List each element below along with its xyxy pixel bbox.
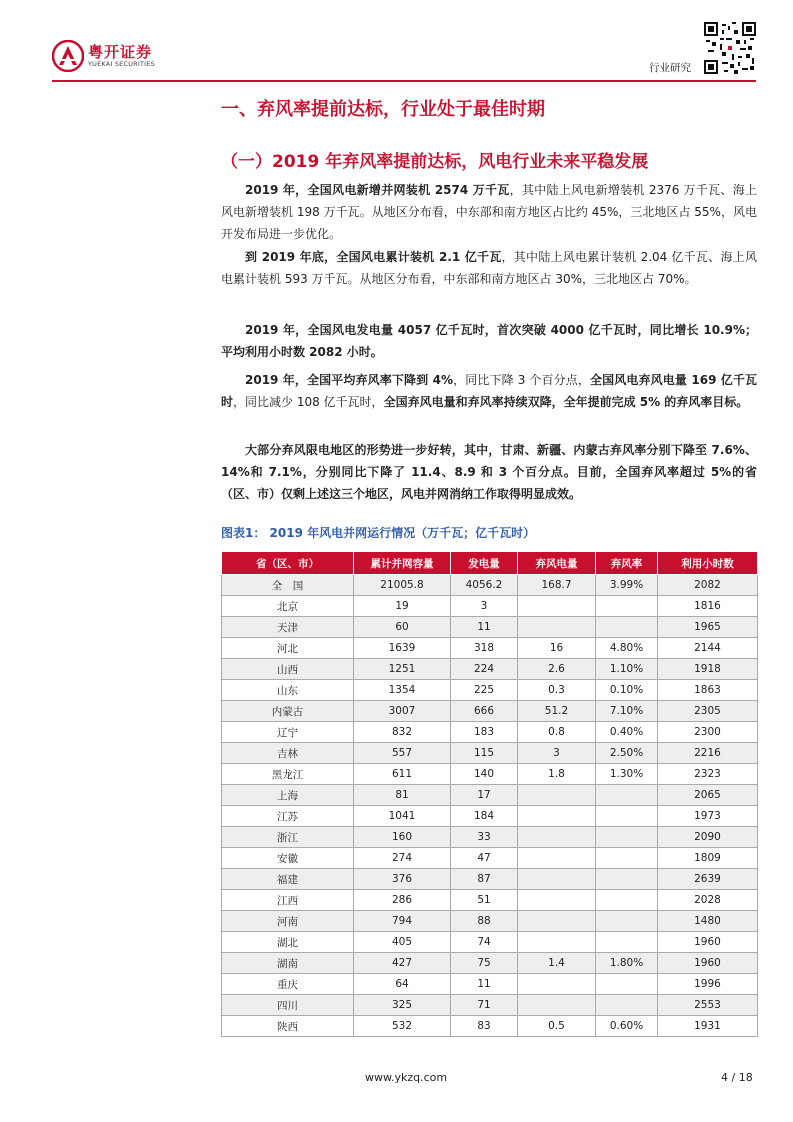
column-header-capacity: 累计并网容量 <box>354 552 451 575</box>
paragraph-cumulative-capacity <box>221 246 757 290</box>
cell-province: 天津 <box>222 617 354 638</box>
cell-curtailed-energy <box>518 974 596 995</box>
paragraph-bold-text: 大部分弃风限电地区的形势进一步好转，其中，甘肃、新疆、内蒙古弃风率分别下降至 7.6%、14%和 7.1%，分别同比下降了 11.4、8.9 和 3 个百分点。目前，全国弃风率超过 5%的省（区、市）仅剩上述这三个地区，风电并网消纳工作取得明显成效。 <box>221 443 757 501</box>
cell-curtailed-energy: 3 <box>518 743 596 764</box>
cell-curtailment-rate: 2.50% <box>596 743 658 764</box>
cell-generation: 666 <box>451 701 518 722</box>
paragraph-bold-text: 2019 年，全国风电新增并网装机 2574 万千瓦 <box>245 183 510 197</box>
table-row <box>222 638 758 659</box>
cell-generation: 11 <box>451 974 518 995</box>
cell-curtailment-rate <box>596 827 658 848</box>
table-row <box>222 848 758 869</box>
cell-utilization-hours: 2082 <box>658 575 758 596</box>
cell-curtailment-rate <box>596 974 658 995</box>
cell-generation: 47 <box>451 848 518 869</box>
cell-utilization-hours: 2216 <box>658 743 758 764</box>
cell-capacity: 81 <box>354 785 451 806</box>
company-logo <box>52 40 172 72</box>
paragraph-bold-text: 到 2019 年底，全国风电累计装机 2.1 亿千瓦 <box>245 250 502 264</box>
table-row <box>222 680 758 701</box>
cell-curtailed-energy: 1.8 <box>518 764 596 785</box>
table-header-row <box>222 552 758 575</box>
cell-capacity: 611 <box>354 764 451 785</box>
cell-province: 江苏 <box>222 806 354 827</box>
cell-curtailed-energy <box>518 806 596 827</box>
cell-curtailment-rate <box>596 995 658 1016</box>
cell-generation: 51 <box>451 890 518 911</box>
table-row <box>222 785 758 806</box>
cell-utilization-hours: 2065 <box>658 785 758 806</box>
report-category: 行业研究 <box>649 62 691 74</box>
wind-power-table <box>221 551 758 1037</box>
qr-code-icon <box>704 22 756 74</box>
cell-curtailed-energy <box>518 932 596 953</box>
table-row <box>222 1016 758 1037</box>
cell-utilization-hours: 2639 <box>658 869 758 890</box>
cell-curtailment-rate <box>596 806 658 827</box>
cell-curtailment-rate <box>596 848 658 869</box>
cell-curtailment-rate: 0.60% <box>596 1016 658 1037</box>
cell-capacity: 64 <box>354 974 451 995</box>
paragraph-regional-improvement <box>221 439 757 505</box>
cell-capacity: 1041 <box>354 806 451 827</box>
cell-province: 辽宁 <box>222 722 354 743</box>
table-row <box>222 890 758 911</box>
table-row <box>222 659 758 680</box>
cell-curtailed-energy: 2.6 <box>518 659 596 680</box>
paragraph-text: ，其中陆上风电新增装机 2376 万千瓦、海上风电新增装机 198 万千瓦。从地区分布看，中东部和南方地区占比约 45%，三北地区占 55%，风电开发布局进一步优化。 <box>221 183 757 241</box>
logo-text-cn: 粤开证券 <box>88 43 153 61</box>
cell-curtailed-energy: 0.5 <box>518 1016 596 1037</box>
column-header-curtailment-rate: 弃风率 <box>596 552 658 575</box>
cell-curtailment-rate: 4.80% <box>596 638 658 659</box>
cell-generation: 88 <box>451 911 518 932</box>
cell-utilization-hours: 1809 <box>658 848 758 869</box>
section-heading: 一、弃风率提前达标，行业处于最佳时期 <box>221 99 545 120</box>
cell-capacity: 3007 <box>354 701 451 722</box>
cell-province: 安徽 <box>222 848 354 869</box>
table-row <box>222 701 758 722</box>
cell-capacity: 376 <box>354 869 451 890</box>
cell-generation: 115 <box>451 743 518 764</box>
cell-capacity: 21005.8 <box>354 575 451 596</box>
cell-generation: 3 <box>451 596 518 617</box>
table-row <box>222 911 758 932</box>
cell-generation: 11 <box>451 617 518 638</box>
cell-utilization-hours: 1863 <box>658 680 758 701</box>
cell-generation: 75 <box>451 953 518 974</box>
paragraph-curtailment-rate <box>221 369 757 413</box>
cell-curtailed-energy <box>518 617 596 638</box>
cell-curtailed-energy: 0.8 <box>518 722 596 743</box>
cell-province: 黑龙江 <box>222 764 354 785</box>
paragraph-bold-text: 全国风电弃风电量 169 亿千瓦时 <box>221 373 758 409</box>
cell-utilization-hours: 1996 <box>658 974 758 995</box>
paragraph-bold-text: 2019 年，全国平均弃风率下降到 4% <box>245 373 453 387</box>
cell-capacity: 557 <box>354 743 451 764</box>
column-header-utilization-hours: 利用小时数 <box>658 552 758 575</box>
cell-utilization-hours: 2144 <box>658 638 758 659</box>
paragraph-generation <box>221 319 757 363</box>
cell-province: 浙江 <box>222 827 354 848</box>
yuekai-logo-icon <box>52 40 84 72</box>
cell-generation: 4056.2 <box>451 575 518 596</box>
cell-curtailed-energy <box>518 848 596 869</box>
cell-curtailment-rate <box>596 869 658 890</box>
cell-capacity: 325 <box>354 995 451 1016</box>
cell-generation: 184 <box>451 806 518 827</box>
cell-curtailment-rate <box>596 911 658 932</box>
table-row <box>222 575 758 596</box>
cell-generation: 183 <box>451 722 518 743</box>
column-header-province: 省（区、市） <box>222 552 354 575</box>
cell-utilization-hours: 2553 <box>658 995 758 1016</box>
cell-province: 陕西 <box>222 1016 354 1037</box>
cell-capacity: 1639 <box>354 638 451 659</box>
cell-capacity: 794 <box>354 911 451 932</box>
cell-utilization-hours: 1816 <box>658 596 758 617</box>
cell-curtailment-rate <box>596 785 658 806</box>
figure-title: 图表1： 2019 年风电并网运行情况（万千瓦；亿千瓦时） <box>221 526 536 540</box>
logo-text-en: YUEKAI SECURITIES <box>88 60 155 68</box>
table-row <box>222 974 758 995</box>
cell-curtailed-energy: 0.3 <box>518 680 596 701</box>
cell-generation: 83 <box>451 1016 518 1037</box>
table-row <box>222 869 758 890</box>
column-header-generation: 发电量 <box>451 552 518 575</box>
paragraph-new-capacity <box>221 179 757 245</box>
table-row <box>222 827 758 848</box>
cell-generation: 318 <box>451 638 518 659</box>
cell-province: 吉林 <box>222 743 354 764</box>
cell-curtailed-energy <box>518 869 596 890</box>
cell-utilization-hours: 1965 <box>658 617 758 638</box>
cell-utilization-hours: 1973 <box>658 806 758 827</box>
cell-curtailment-rate <box>596 617 658 638</box>
cell-capacity: 427 <box>354 953 451 974</box>
cell-utilization-hours: 1960 <box>658 932 758 953</box>
cell-generation: 224 <box>451 659 518 680</box>
cell-capacity: 60 <box>354 617 451 638</box>
table-row <box>222 722 758 743</box>
paragraph-bold-text: 2019 年，全国风电发电量 4057 亿千瓦时，首次突破 4000 亿千瓦时，同比增长 10.9%；平均利用小时数 2082 小时。 <box>221 323 757 359</box>
table-row <box>222 764 758 785</box>
cell-province: 四川 <box>222 995 354 1016</box>
cell-curtailed-energy: 168.7 <box>518 575 596 596</box>
cell-capacity: 274 <box>354 848 451 869</box>
column-header-curtailed-energy: 弃风电量 <box>518 552 596 575</box>
footer-url: www.ykzq.com <box>365 1071 448 1084</box>
cell-utilization-hours: 2300 <box>658 722 758 743</box>
cell-generation: 33 <box>451 827 518 848</box>
cell-curtailed-energy <box>518 785 596 806</box>
cell-curtailed-energy: 1.4 <box>518 953 596 974</box>
cell-curtailment-rate: 1.10% <box>596 659 658 680</box>
header-divider <box>52 80 756 82</box>
cell-province: 山东 <box>222 680 354 701</box>
table-row <box>222 995 758 1016</box>
cell-utilization-hours: 1960 <box>658 953 758 974</box>
table-row <box>222 932 758 953</box>
cell-province: 江西 <box>222 890 354 911</box>
paragraph-bold-text: 全国弃风电量和弃风率持续双降，全年提前完成 5% 的弃风率目标。 <box>383 395 749 409</box>
cell-capacity: 19 <box>354 596 451 617</box>
cell-curtailment-rate: 3.99% <box>596 575 658 596</box>
cell-capacity: 532 <box>354 1016 451 1037</box>
cell-generation: 140 <box>451 764 518 785</box>
cell-curtailment-rate: 1.30% <box>596 764 658 785</box>
table-row <box>222 596 758 617</box>
table-row <box>222 743 758 764</box>
cell-capacity: 405 <box>354 932 451 953</box>
cell-province: 内蒙古 <box>222 701 354 722</box>
page-header <box>0 0 793 82</box>
cell-curtailment-rate: 0.10% <box>596 680 658 701</box>
cell-capacity: 1354 <box>354 680 451 701</box>
table-row <box>222 806 758 827</box>
cell-utilization-hours: 2028 <box>658 890 758 911</box>
cell-province: 湖北 <box>222 932 354 953</box>
cell-generation: 225 <box>451 680 518 701</box>
cell-capacity: 1251 <box>354 659 451 680</box>
table-row <box>222 617 758 638</box>
cell-province: 河北 <box>222 638 354 659</box>
cell-generation: 74 <box>451 932 518 953</box>
cell-generation: 71 <box>451 995 518 1016</box>
cell-capacity: 286 <box>354 890 451 911</box>
cell-curtailment-rate: 7.10% <box>596 701 658 722</box>
cell-curtailment-rate: 0.40% <box>596 722 658 743</box>
cell-province: 福建 <box>222 869 354 890</box>
cell-curtailment-rate: 1.80% <box>596 953 658 974</box>
cell-province: 上海 <box>222 785 354 806</box>
cell-curtailed-energy <box>518 827 596 848</box>
cell-utilization-hours: 2305 <box>658 701 758 722</box>
cell-utilization-hours: 2323 <box>658 764 758 785</box>
cell-utilization-hours: 1480 <box>658 911 758 932</box>
cell-curtailment-rate <box>596 932 658 953</box>
table-body <box>222 575 758 1037</box>
subsection-heading: （一）2019 年弃风率提前达标，风电行业未来平稳发展 <box>221 152 649 172</box>
cell-generation: 87 <box>451 869 518 890</box>
cell-utilization-hours: 1918 <box>658 659 758 680</box>
paragraph-text: ，同比减少 108 亿千瓦时， <box>233 395 384 409</box>
cell-province: 湖南 <box>222 953 354 974</box>
cell-curtailed-energy: 51.2 <box>518 701 596 722</box>
cell-generation: 17 <box>451 785 518 806</box>
cell-curtailed-energy <box>518 911 596 932</box>
cell-province: 河南 <box>222 911 354 932</box>
cell-curtailment-rate <box>596 596 658 617</box>
cell-capacity: 160 <box>354 827 451 848</box>
paragraph-text: ，其中陆上风电累计装机 2.04 亿千瓦、海上风电累计装机 593 万千瓦。从地区分布看，中东部和南方地区占 30%，三北地区占 70%。 <box>221 250 757 286</box>
paragraph-text: ，同比下降 3 个百分点， <box>453 373 590 387</box>
cell-capacity: 832 <box>354 722 451 743</box>
cell-curtailment-rate <box>596 890 658 911</box>
cell-province: 重庆 <box>222 974 354 995</box>
cell-province: 山西 <box>222 659 354 680</box>
cell-province: 北京 <box>222 596 354 617</box>
cell-utilization-hours: 1931 <box>658 1016 758 1037</box>
cell-curtailed-energy <box>518 596 596 617</box>
table-row <box>222 953 758 974</box>
cell-utilization-hours: 2090 <box>658 827 758 848</box>
cell-curtailed-energy <box>518 995 596 1016</box>
page-number: 4 / 18 <box>721 1071 753 1084</box>
cell-curtailed-energy <box>518 890 596 911</box>
cell-province: 全 国 <box>222 575 354 596</box>
cell-curtailed-energy: 16 <box>518 638 596 659</box>
